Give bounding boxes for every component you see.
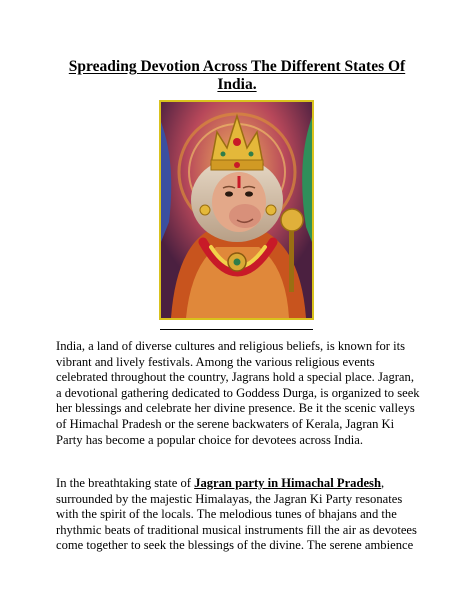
himachal-jagran-link[interactable]: Jagran party in Himachal Pradesh bbox=[194, 476, 381, 490]
paragraph-text-end: , surrounded by the majestic Himalayas, the Jagran Ki Party resonates with the spirit of the locals. The melodious tunes of bhajans and the rhythmic beats of traditional musical instruments fill the air as devotees come together to seek the blessings of the divine. The serene ambience bbox=[56, 476, 417, 553]
deity-image bbox=[159, 100, 314, 320]
page-title: Spreading Devotion Across The Different States Of India. bbox=[68, 58, 406, 93]
paragraph-text-start: In the breathtaking state of bbox=[56, 476, 195, 490]
intro-paragraph: India, a land of diverse cultures and religious beliefs, is known for its vibrant and lively festivals. Among the various religious events celebrated throughout the country, Jagrans hold a special place. Jagran, a devotional gathering dedicated to Goddess Durga, is organized to seek her blessings and celebrate her divine presence. Be it the scenic valleys of Himachal Pradesh or the serene backwaters of Kerala, Jagran Ki Party has become a popular choice for devotees across India. bbox=[56, 339, 420, 447]
himachal-paragraph bbox=[56, 476, 422, 554]
image-divider bbox=[160, 329, 313, 330]
